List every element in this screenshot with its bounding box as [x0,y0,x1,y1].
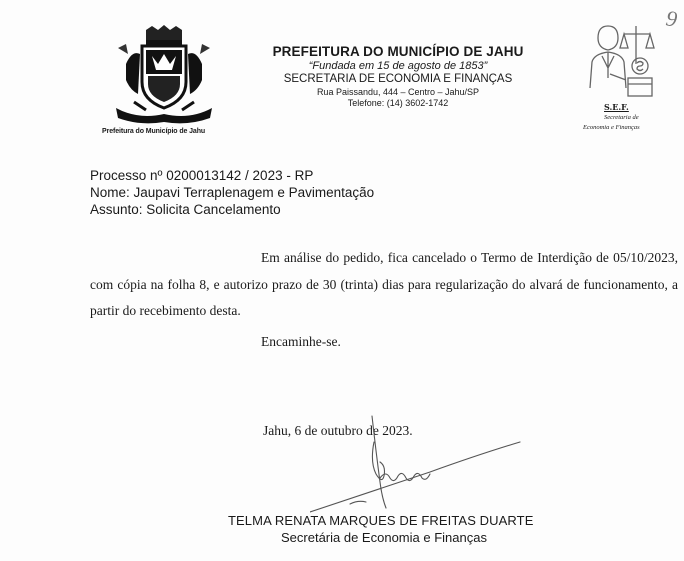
department-abbreviation: S.E.F. [604,102,629,112]
decision-paragraph: Em análise do pedido, fica cancelado o Termo de Interdição de 05/10/2023, com cópia na folha 8, e autorizo prazo de 30 (trinta) dias para regularização do alvará de funcionamento, a partir do recebimento desta. [90,250,678,318]
place-and-date: Jahu, 6 de outubro de 2023. [263,423,413,438]
subject-line: Assunto: Solicita Cancelamento [90,202,281,217]
applicant-name: Nome: Jaupavi Terraplenagem e Pavimentação [90,185,375,200]
department-logo-text-line1: Secretaria de [604,114,639,121]
handwritten-page-number: 9 [664,5,679,32]
signatory-title: Secretária de Economia e Finanças [281,530,487,545]
department-logo-icon [580,18,660,102]
department-logo-text-line2: Economia e Finanças [583,124,640,131]
handwritten-signature [310,412,530,522]
crest-caption: Prefeitura do Município de Jahu [102,128,206,135]
coat-of-arms-icon [112,24,216,128]
municipality-title: PREFEITURA DO MUNICÍPIO DE JAHU [272,44,524,59]
process-number: Processo nº 0200013142 / 2023 - RP [90,168,314,183]
department-name: SECRETARIA DE ECONOMIA E FINANÇAS [283,73,513,85]
forward-note: Encaminhe-se. [261,334,341,349]
founded-line: “Fundada em 15 de agosto de 1853” [308,60,488,72]
phone-line: Telefone: (14) 3602-1742 [347,98,449,108]
signatory-name: TELMA RENATA MARQUES DE FREITAS DUARTE [228,513,534,528]
address-line: Rua Paissandu, 444 – Centro – Jahu/SP [316,87,480,97]
